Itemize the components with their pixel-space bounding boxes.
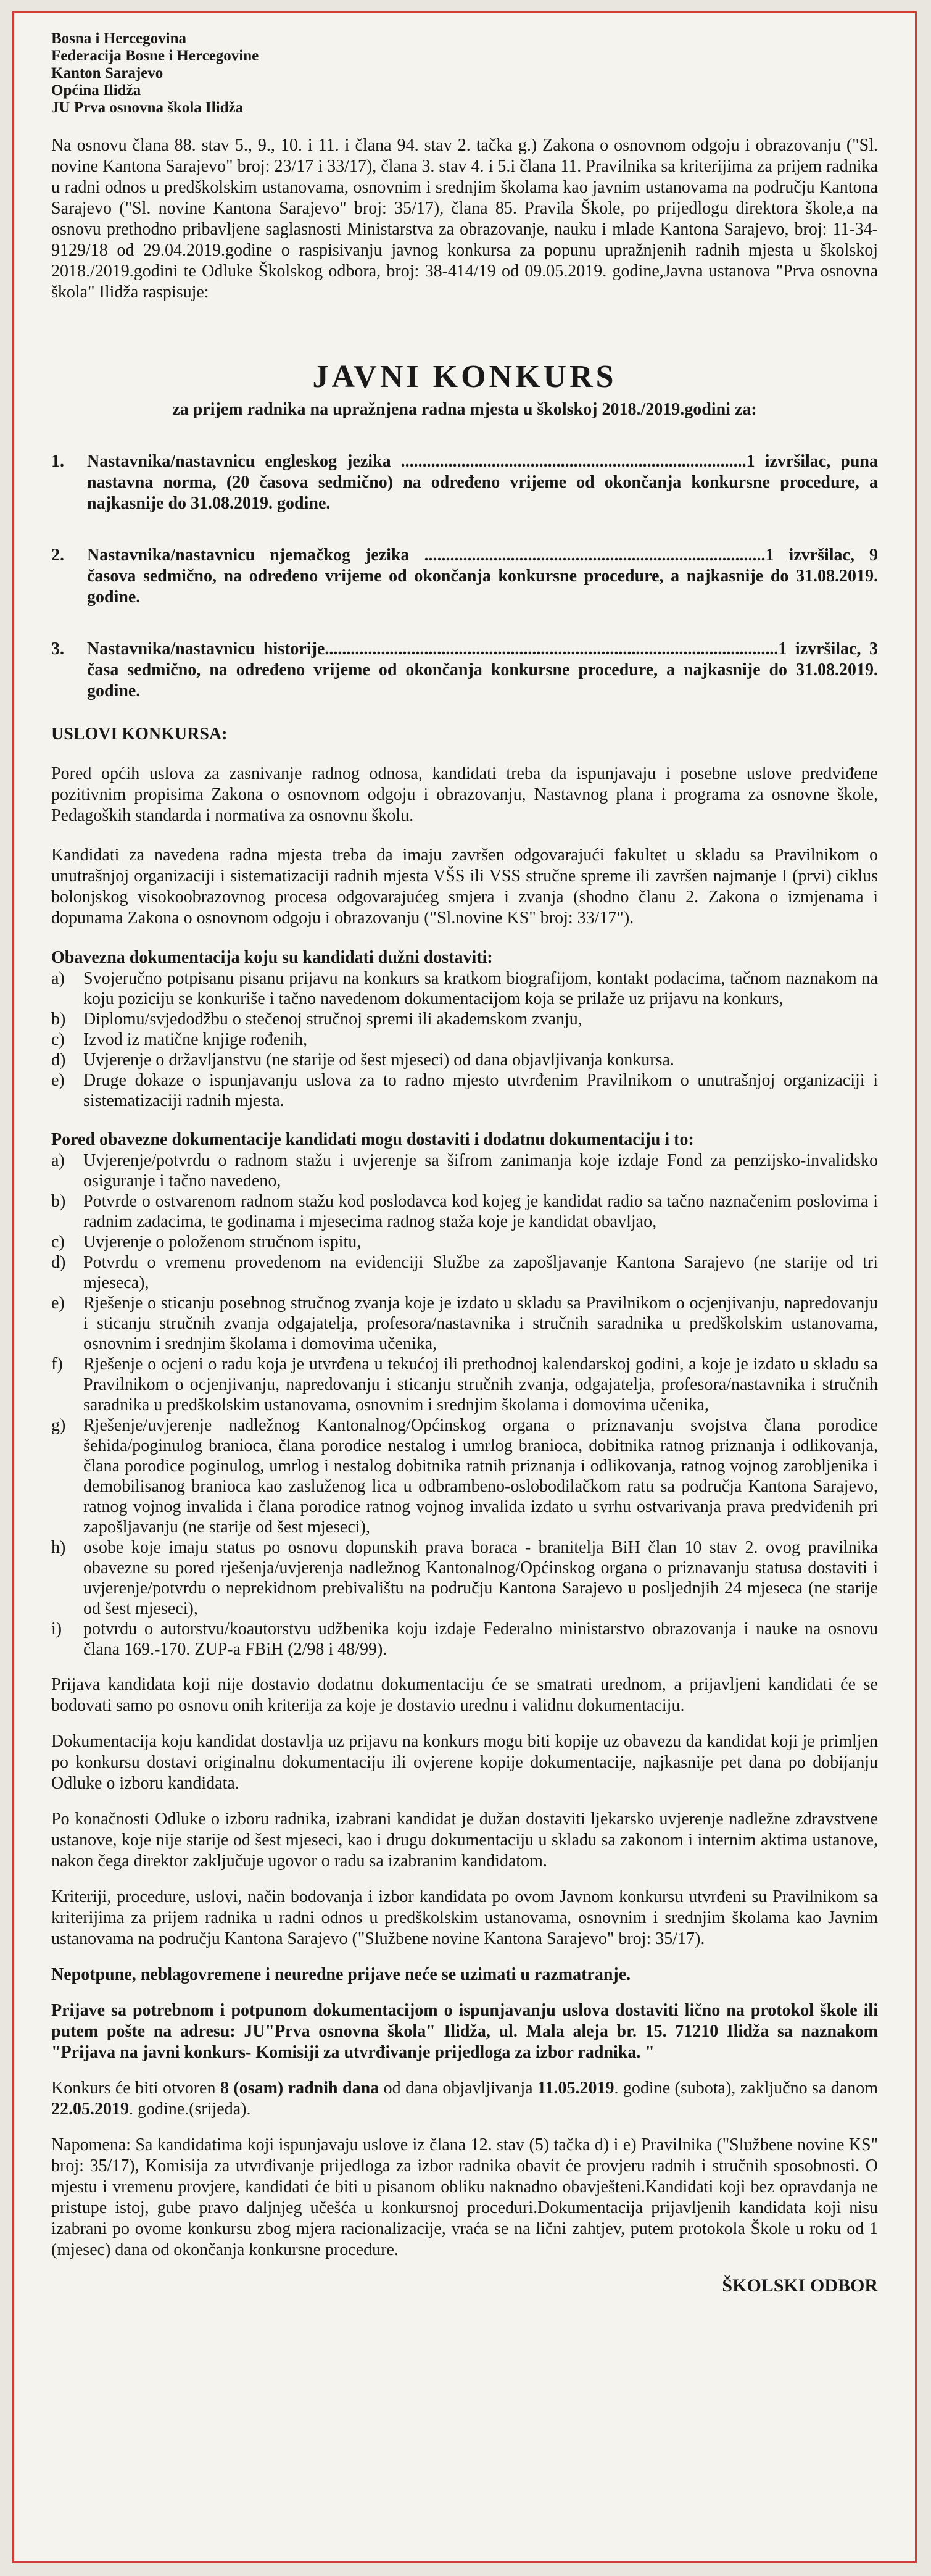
header-municipality: Općina Ilidža [51, 82, 141, 99]
list-item-text: Potvrdu o vremenu provedenom na evidenciji Službe za zapošljavanje Kantona Sarajevo (ne starije od tri mjeseca), [83, 1253, 878, 1292]
list-item [51, 1232, 878, 1252]
list-item [51, 1537, 878, 1619]
positions-list [51, 451, 878, 702]
list-item-text: potvrdu o autorstvu/koautorstvu udžbenika koju izdaje Federalno ministarstvo obrazovanja i nauke na osnovu člana 169.-170. ZUP-a FBiH (2/98 i 48/99). [83, 1619, 878, 1659]
list-item [51, 1050, 878, 1070]
list-item [51, 1252, 878, 1293]
list-item-letter: a) [51, 1151, 65, 1170]
open-text: . godine (subota), zaključno sa danom [614, 2079, 878, 2098]
position-text: Nastavnika/nastavnicu historije.........................................................................................................1 izvršilac, 3 časa sedmično, na određeno vrijeme od okončanja konkursne procedure, a najkasnije do 31.08.2019. godine. [87, 639, 878, 700]
open-text: od dana objavljivanja [379, 2079, 537, 2098]
open-duration: 8 (osam) radnih dana [220, 2079, 379, 2098]
list-item-letter: f) [51, 1355, 63, 1374]
list-item-text: Diplomu/svjedodžbu o stečenoj stručnoj spremi ili akademskom zvanju, [83, 1010, 582, 1029]
list-item [51, 1070, 878, 1111]
list-item-letter: e) [51, 1294, 65, 1313]
additional-docs-heading: Pored obavezne dokumentacije kandidati mogu dostaviti i dodatnu dokumentaciju i to: [51, 1130, 694, 1149]
position-item [51, 545, 878, 608]
list-item-letter: b) [51, 1192, 66, 1211]
header-canton: Kanton Sarajevo [51, 65, 163, 81]
conditions-paragraph-education: Kandidati za navedena radna mjesta treba da imaju završen odgovarajući fakultet u skladu sa Pravilnikom o unutrašnjoj organizaciji i sistematizaciji radnih mjesta VŠS ili VSS stručne spreme ili završen najmanje I (prvi) ciklus bolonjskog visokoobrazovnog procesa odgovarajućeg smjera i zvanja (shodno članu 2. Zakona o izmjenama i dopunama Zakona o osnovnom odgoju i obrazovanju ("Sl.novine KS" broj: 33/17"). [51, 846, 878, 928]
open-start-date: 11.05.2019 [537, 2079, 614, 2098]
list-item-letter: e) [51, 1071, 65, 1090]
list-item-letter: g) [51, 1416, 66, 1435]
list-item [51, 1619, 878, 1660]
list-item [51, 1293, 878, 1354]
list-item-text: Potvrde o ostvarenom radnom stažu kod poslodavca kod kojeg je kandidat radio sa tačno naznačenim poslovima i radnim zadacima, te godinama i mjesecima radnog staža koje je kandidat obavljao, [83, 1192, 878, 1231]
list-item-text: Rješenje o ocjeni o radu koja je utvrđena u tekućoj ili prethodnoj kalendarskoj godini, a koje je izdato u skladu sa Pravilnikom o ocjenjivanju, napredovanju i sticanju stručnih zvanja, odgajatelja, profesora/nastavnika i stručnih saradnika u predškolskim ustanovama, osnovnim i srednjim školama i domovima učenika, [83, 1355, 878, 1415]
additional-docs-list [51, 1150, 878, 1660]
conditions-paragraph-general: Pored općih uslova za zasnivanje radnog odnosa, kandidati treba da ispunjavaju i posebne uslove predviđene pozitivnim propisima Zakona o osnovnom odgoju i obrazovanju, Nastavnog plana i programa za osnovne škole, Pedagoških standarda i normativa za osnovnu školu. [51, 764, 878, 825]
position-item [51, 639, 878, 702]
paragraph-rejection: Nepotpune, neblagovremene i neuredne prijave neće se uzimati u razmatranje. [51, 1965, 631, 1984]
list-item [51, 968, 878, 1009]
list-item-text: Izvod iz matične knjige rođenih, [83, 1030, 308, 1049]
document-page [12, 11, 917, 2563]
list-item-letter: d) [51, 1253, 66, 1272]
list-item-text: Druge dokaze o ispunjavanju uslova za to radno mjesto utvrđenim Pravilnikom o unutrašnjoj organizaciji i sistematizaciji radnih mjesta. [83, 1071, 878, 1110]
paragraph-originals: Dokumentacija koju kandidat dostavlja uz prijavu na konkurs mogu biti kopije uz obavezu da kandidat koji je primljen po konkursu dostavi originalnu dokumentaciju ili ovjerene kopije dokumentacije, najkasnije pet dana po dobijanju Odluke o izboru kandidata. [51, 1732, 878, 1793]
open-text: Konkurs će biti otvoren [51, 2079, 220, 2098]
list-item [51, 1029, 878, 1050]
position-item [51, 451, 878, 514]
list-item [51, 1009, 878, 1029]
list-item-text: Rješenje/uvjerenje nadležnog Kantonalnog/Općinskog organa o priznavanju svojstva člana porodice šehida/poginulog branioca, člana porodice nestalog i umrlog branioca, dobitnika ratnog priznanja i odlikovanja, člana porodice poginulog, umrlog i nestalog dobitnika ratnih priznanja i odlikovanja, ratnog vojnog zarobljenika i demobilisanog branioca kao zasluženog lica u odbrambeno-oslobodilačkom ratu sa područja Kantona Sarajevo, ratnog vojnog invalida i člana porodice ratnog vojnog invalida izdato u svrhu ostvarivanja prava predviđenih pri zapošljavanju (ne starije od šest mjeseci), [83, 1416, 878, 1537]
position-text: Nastavnika/nastavnicu engleskog jezika ................................................................................1 izvršilac, puna nastavna norma, (20 časova sedmično) na određeno vrijeme od okončanja konkursne procedure, a najkasnije do 31.08.2019. godine. [87, 452, 878, 513]
position-text: Nastavnika/nastavnicu njemačkog jezika ...............................................................................1 izvršilac, 9 časova sedmično, na određeno vrijeme od okončanja konkursne procedure, a najkasnije do 31.08.2019. godine. [87, 546, 878, 607]
open-end-date: 22.05.2019 [51, 2100, 129, 2119]
signature: ŠKOLSKI ODBOR [722, 2275, 878, 2296]
paragraph-criteria: Kriteriji, procedure, uslovi, način bodovanja i izbor kandidata po ovom Javnom konkursu utvrđeni su Pravilnikom sa kriterijima za prijem radnika u radni odnos u predškolskim ustanovama, osnovnim i srednjim školama kao Javnim ustanovama na području Kantona Sarajevo ("Službene novine Kantona Sarajevo" broj: 35/17). [51, 1887, 878, 1948]
paragraph-final-decision: Po konačnosti Odluke o izboru radnika, izabrani kandidat je dužan dostaviti ljekarsko uvjerenje nadležne zdravstvene ustanove, koje nije starije od šest mjeseci, kao i drugu dokumentaciju u skladu sa zakonom i internim aktima ustanove, nakon čega direktor zaključuje ugovor o radu sa izabranim kandidatom. [51, 1809, 878, 1871]
open-text: . godine.(srijeda). [129, 2100, 251, 2119]
list-item-text: Uvjerenje/potvrdu o radnom stažu i uvjerenje sa šifrom zanimanja koje izdaje Fond za penzijsko-invalidsko osiguranje i tačno navedeno, [83, 1151, 878, 1190]
position-number: 3. [51, 639, 64, 659]
list-item-text: Svojeručno potpisanu pisanu prijavu na konkurs sa kratkom biografijom, kontakt podacima, tačnom naznakom na koju poziciju se konkuriše i tačno navedenom dokumentacijom koja se prilaže uz prijavu na konkurs, [83, 969, 878, 1008]
intro-paragraph: Na osnovu člana 88. stav 5., 9., 10. i 11. i člana 94. stav 2. tačka g.) Zakona o osnovnom odgoju i obrazovanju ("Sl. novine Kantona Sarajevo" broj: 23/17 i 33/17), člana 3. stav 4. i 5.i člana 11. Pravilnika sa kriterijima za prijem radnika u radni odnos u predškolskim ustanovama, osnovnim i srednjim školama kao javnim ustanovama na području Kantona Sarajevo ("Sl. novine Kantona Sarajevo" broj: 35/17), člana 85. Pravila Škole, po prijedlogu direktora škole,a na osnovu prethodno pribavljene saglasnosti Ministarstva za obrazovanje, nauku i mlade Kantona Sarajevo, broj: 11-34-9129/18 od 29.04.2019.godine o raspisivanju javnog konkursa za popunu upražnjenih radnih mjesta u školskoj 2018./2019.godini te Odluke Školskog odbora, broj: 38-414/19 od 09.05.2019. godine,Javna ustanova "Prva osnovna škola" Ilidža raspisuje: [51, 136, 878, 302]
paragraph-note: Napomena: Sa kandidatima koji ispunjavaju uslove iz člana 12. stav (5) tačka d) i e) Pravilnika ("Službene novine KS" broj: 35/17), Komisija za utvrđivanje prijedloga za izbor radnika obavit će provjeru radnih i stručnih sposobnosti. O mjestu i vremenu provjere, kandidati će biti u pisanom obliku naknadno obavješteni.Kandidati koji bez opravdanja ne pristupe istoj, gube pravo daljnjeg učešća u konkursnoj proceduri.Dokumentacija prijavljenih kandidata koji nisu izabrani po ovome konkursu zbog mjera racionalizacije, vraća se na lični zahtjev, putem protokola Škole u roku od 1 (mjesec) dana od okončanja konkursne procedure. [51, 2135, 878, 2259]
list-item [51, 1415, 878, 1537]
paragraph-open-period [51, 2078, 878, 2120]
list-item [51, 1354, 878, 1415]
list-item-letter: d) [51, 1050, 66, 1070]
list-item-letter: c) [51, 1232, 65, 1252]
document-subtitle: za prijem radnika na upražnjena radna mjesta u školskoj 2018./2019.godini za: [172, 400, 757, 419]
paragraph-submission: Prijave sa potrebnom i potpunom dokumentacijom o ispunjavanju uslova dostaviti lično na protokol škole ili putem pošte na adresu: JU"Prva osnovna škola" Ilidža, ul. Mala aleja br. 15. 71210 Ilidža sa naznakom "Prijava na javni konkurs- Komisiji za utvrđivanje prijedloga za izbor radnika. " [51, 2001, 878, 2062]
list-item [51, 1191, 878, 1232]
list-item [51, 1150, 878, 1191]
list-item-text: Uvjerenje o državljanstvu (ne starije od šest mjeseci) od dana objavljivanja konkursa. [83, 1050, 674, 1070]
header-school: JU Prva osnovna škola Ilidža [51, 99, 244, 116]
mandatory-docs-heading: Obavezna dokumentacija koju su kandidati dužni dostaviti: [51, 948, 493, 967]
conditions-heading: USLOVI KONKURSA: [51, 725, 228, 744]
document-title: JAVNI KONKURS [312, 359, 617, 394]
list-item-letter: i) [51, 1619, 62, 1639]
header-country: Bosna i Hercegovina [51, 30, 186, 47]
list-item-text: Uvjerenje o položenom stručnom ispitu, [83, 1232, 362, 1252]
list-item-letter: b) [51, 1010, 66, 1029]
institution-header [51, 30, 878, 117]
list-item-text: Rješenje o sticanju posebnog stručnog zvanja koje je izdato u skladu sa Pravilnikom o ocjenjivanju, napredovanju i sticanju stručnih zvanja odgajatelja, profesora/nastavnika i stručnih saradnika u predškolskim ustanovama, osnovnim i srednjim školama i domovima učenika, [83, 1294, 878, 1353]
paragraph-incomplete-docs: Prijava kandidata koji nije dostavio dodatnu dokumentaciju će se smatrati urednom, a prijavljeni kandidati će se bodovati samo po osnovu onih kriterija za koje je dostavio urednu i validnu dokumentaciju. [51, 1675, 878, 1715]
position-number: 1. [51, 452, 64, 471]
position-number: 2. [51, 546, 64, 565]
list-item-letter: c) [51, 1030, 65, 1049]
mandatory-docs-list [51, 968, 878, 1111]
list-item-letter: h) [51, 1538, 66, 1557]
header-federation: Federacija Bosne i Hercegovine [51, 48, 259, 64]
list-item-text: osobe koje imaju status po osnovu dopunskih prava boraca - branitelja BiH član 10 stav 2. ovog pravilnika obavezne su pored rješenja/uvjerenja nadležnog Kantonalnog/Općinskog organa o priznavanju statusa dostaviti i uvjerenje/potvrdu o neprekidnom prebivalištu na području Kantona Sarajevo u posljednjih 24 mjeseca (ne starije od šest mjeseci), [83, 1538, 878, 1618]
list-item-letter: a) [51, 969, 65, 988]
